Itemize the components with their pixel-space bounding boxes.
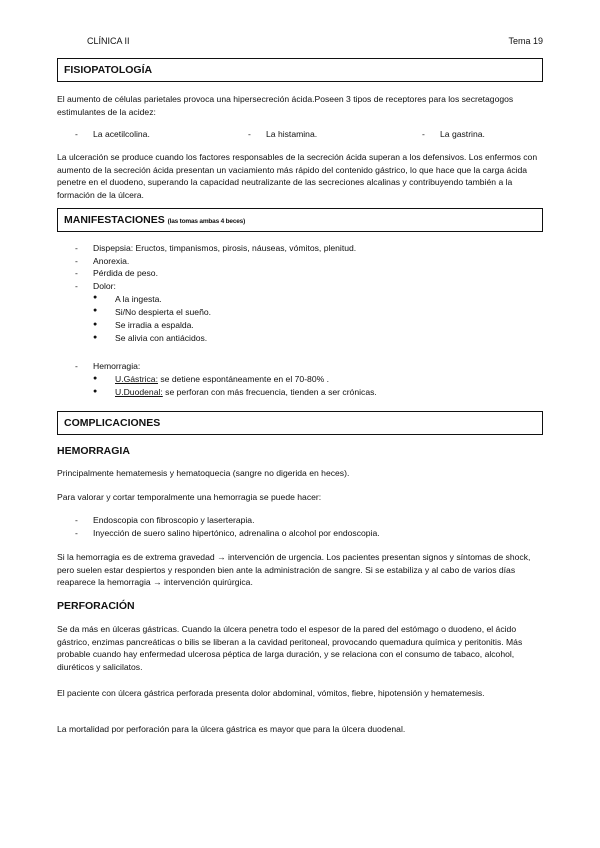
receptor-item: La acetilcolina. <box>93 129 150 139</box>
receptor-dash: - <box>422 129 425 139</box>
ulcer-type-text: se perforan con más frecuencia, tienden a ser crónicas. <box>162 387 377 398</box>
sub-list-item: ● A la ingesta. <box>57 293 543 306</box>
document-page <box>57 0 543 848</box>
list-item: - Inyección de suero salino hipertónico, adrenalina o alcohol por endoscopia. <box>57 527 543 540</box>
receptor-item: La histamina. <box>266 129 318 139</box>
header-course: CLÍNICA II <box>87 36 130 46</box>
header-topic: Tema 19 <box>508 36 543 46</box>
list-item: - Endoscopia con fibroscopio y laserterapia. <box>57 514 543 527</box>
section-title-text: COMPLICACIONES <box>64 417 161 429</box>
sub-list-item: ● Si/No despierta el sueño. <box>57 306 543 319</box>
fisiopatologia-paragraph-2: La ulceración se produce cuando los factores responsables de la secreción ácida superan a los defensivos. Los enfermos con aumento de la secreción ácida presentan un vaciamiento más rápido del contenido gástrico, lo que hace que la carga ácida penetre en el duodeno, superando la capacidad neutralizante de las secreciones alcalinas y contribuyendo también a la formación de la úlcera. <box>57 152 538 200</box>
receptor-list <box>57 128 543 141</box>
ulcer-type-label: U.Duodenal: <box>115 387 163 398</box>
sub-list-item: ● Se alivia con antiácidos. <box>57 332 543 345</box>
list-item-dolor <box>57 280 543 345</box>
subsection-title-perforacion: PERFORACIÓN <box>57 600 135 612</box>
section-title-fisiopatologia <box>57 58 543 82</box>
page-header <box>87 35 543 49</box>
section-title-text: FISIOPATOLOGÍA <box>64 64 153 76</box>
section-title-text: MANIFESTACIONES <box>64 214 165 226</box>
sub-list-item: ● Se irradia a espalda. <box>57 319 543 332</box>
ulcer-type-text: se detiene espontáneamente en el 70-80% . <box>157 374 330 385</box>
hemorragia-paragraph-1: Principalmente hematemesis y hematoquecia (sangre no digerida en heces). <box>57 468 350 478</box>
perforacion-paragraph-2: El paciente con úlcera gástrica perforada presenta dolor abdominal, vómitos, fiebre, hipotensión y hematemesis. <box>57 688 485 698</box>
list-item: - Anorexia. <box>57 255 543 268</box>
dolor-label: Dolor: <box>93 280 116 291</box>
hemorragia-label: Hemorragia: <box>93 361 141 371</box>
list-item: - Dispepsia: Eructos, timpanismos, pirosis, náuseas, vómitos, plenitud. <box>57 242 543 255</box>
hemorragia-paragraph-3: Si la hemorragia es de extrema gravedad → intervención de urgencia. Los pacientes presentan signos y síntomas de shock, pero suelen estar despiertos y responden bien ante la administración de sangre. Si se estabiliza y al cabo de varios días reaparece la hemorragia → intervención quirúrgica. <box>57 552 531 588</box>
hemorragia-manifestacion-list <box>57 360 543 399</box>
receptor-dash: - <box>75 129 78 139</box>
perforacion-paragraph-3: La mortalidad por perforación para la úlcera gástrica es mayor que para la úlcera duodenal. <box>57 724 406 734</box>
hemorragia-procedure-list <box>57 514 543 539</box>
list-item-hemorragia <box>57 360 543 399</box>
section-title-note: (las tomas ambas 4 beces) <box>167 218 246 225</box>
subsection-title-hemorragia: HEMORRAGIA <box>57 445 130 457</box>
section-title-complicaciones <box>57 411 543 435</box>
section-title-manifestaciones <box>57 208 543 232</box>
dolor-sublist <box>57 293 543 345</box>
perforacion-paragraph-1: Se da más en úlceras gástricas. Cuando la úlcera penetra todo el espesor de la pared del estómago o duodeno, el ácido gástrico, enzimas pancreáticas o bilis se liberan a la cavidad peritoneal, provocando quemadura química y peritonitis. Más probable cuando hay enfermedad ulcerosa péptica de larga duración, y se relaciona con el consumo de tabaco, alcohol, diuréticos y salicilatos. <box>57 624 523 672</box>
hemorragia-sublist <box>57 373 543 399</box>
receptor-item: La gastrina. <box>440 129 485 139</box>
ulcer-type-label: U.Gástrica: <box>115 374 158 385</box>
hemorragia-paragraph-2: Para valorar y cortar temporalmente una hemorragia se puede hacer: <box>57 492 322 502</box>
fisiopatologia-paragraph-1: El aumento de células parietales provoca una hipersecreción ácida.Poseen 3 tipos de receptores para los secretagogos estimulantes de la acidez: <box>57 94 514 117</box>
list-item: - Pérdida de peso. <box>57 267 543 280</box>
sub-list-item <box>57 386 543 399</box>
manifestaciones-list <box>57 242 543 345</box>
sub-list-item <box>57 373 543 386</box>
receptor-dash: - <box>248 129 251 139</box>
